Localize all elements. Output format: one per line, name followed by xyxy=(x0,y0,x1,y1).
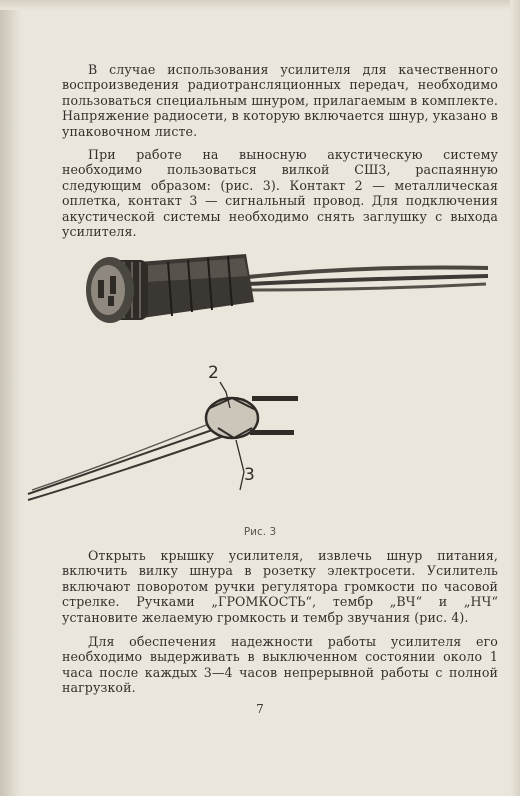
page-number: 7 xyxy=(256,702,264,716)
paragraph-power-on: Открыть крышку усилителя, извлечь шнур питания, включить вилку шнура в розетку электросети. Усилитель включают поворотом ручки регулятора громкости по часовой стрелке. Ручками „ГРОМКОСТЬ“, тембр „ВЧ“ и „НЧ“ установите желаемую громкость и тембр звучания (рис. 4). xyxy=(62,548,498,625)
wiring-diagram xyxy=(28,363,298,500)
page-edge-shadow-top xyxy=(0,0,520,10)
label-contact-2: 2 xyxy=(208,363,219,383)
figure-connector-illustration xyxy=(18,232,512,524)
connector-plug-illustration xyxy=(86,254,488,323)
paragraph-radio-cord: В случае использования усилителя для качественного воспроизведения радиотрансляционных передач, необходимо пользоваться специальным шнуром, прилагаемым в комплекте. Напряжение радиосети, в которую включается шнур, указано в упаковочном листе. xyxy=(62,62,498,139)
label-contact-3: 3 xyxy=(244,465,255,485)
paragraph-reliability: Для обеспечения надежности работы усилителя его необходимо выдерживать в выключенном состоянии около 1 часа после каждых 3—4 часов непрерывной работы с полной нагрузкой. xyxy=(62,634,498,696)
figure-caption: Рис. 3 xyxy=(243,526,277,538)
paragraph-speaker-connection: При работе на выносную акустическую систему необходимо пользоваться вилкой СШ3, распаянную следующим образом: (рис. 3). Контакт 2 — металлическая оплетка, контакт 3 — сигнальный провод. Для подключения акустической системы необходимо снять заглушку с выхода усилителя. xyxy=(62,147,498,240)
